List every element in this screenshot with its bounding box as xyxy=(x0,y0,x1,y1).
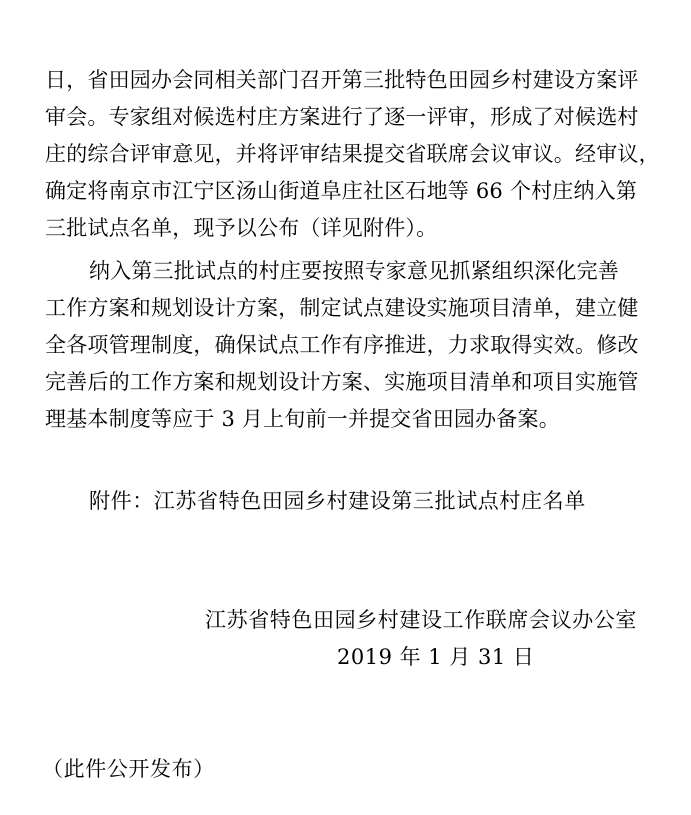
paragraph-line: 庄的综合评审意见，并将评审结果提交省联席会议审议。经审议， xyxy=(45,142,660,166)
signature-organization: 江苏省特色田园乡村建设工作联席会议办公室 xyxy=(205,608,637,632)
paragraph-line: 确定将南京市江宁区汤山街道阜庄社区石地等 66 个村庄纳入第 xyxy=(45,179,638,203)
paragraph-line: 日，省田园办会同相关部门召开第三批特色田园乡村建设方案评 xyxy=(45,68,639,92)
paragraph-line: 工作方案和规划设计方案，制定试点建设实施项目清单，建立健 xyxy=(45,296,639,320)
paragraph-line: 理基本制度等应于 3 月上旬前一并提交省田园办备案。 xyxy=(45,407,560,431)
paragraph-line: 完善后的工作方案和规划设计方案、实施项目清单和项目实施管 xyxy=(45,370,639,394)
paragraph-line: 纳入第三批试点的村庄要按照专家意见抓紧组织深化完善 xyxy=(89,259,619,283)
paragraph-line: 审会。专家组对候选村庄方案进行了逐一评审，形成了对候选村 xyxy=(45,105,639,129)
paragraph-line: 全各项管理制度，确保试点工作有序推进，力求取得实效。修改 xyxy=(45,333,639,357)
paragraph-line: 三批试点名单，现予以公布（详见附件）。 xyxy=(45,216,438,240)
publication-note: （此件公开发布） xyxy=(42,757,215,781)
attachment-line: 附件：江苏省特色田园乡村建设第三批试点村庄名单 xyxy=(89,489,586,513)
signature-date: 2019 年 1 月 31 日 xyxy=(337,645,535,669)
